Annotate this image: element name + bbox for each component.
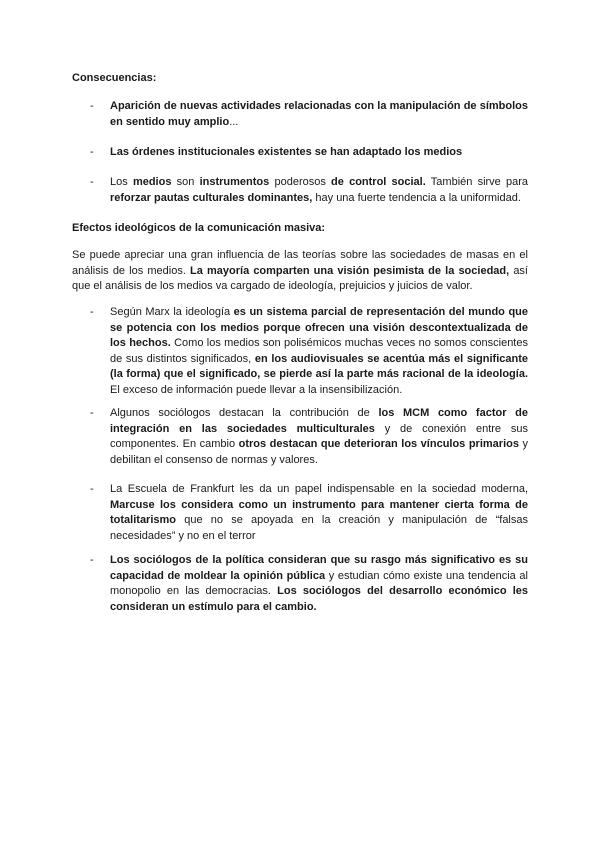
text-segment: Las órdenes institucionales existentes se han adaptado los medios [110, 146, 463, 158]
text-segment: Los [110, 176, 133, 188]
consecuencias-item-3 [72, 175, 528, 206]
text-segment: otros destacan que deterioran los vínculos primarios [238, 438, 519, 450]
text-segment: reforzar pautas culturales dominantes, [110, 191, 313, 204]
text-segment: y de conexión entre sus componentes. En cambio [110, 422, 528, 450]
efectos-item-1 [72, 305, 528, 398]
efectos-item-3 [72, 482, 528, 544]
text-segment: Marcuse los considera como un instrumento para mantener cierta forma de totalitarismo [110, 498, 528, 526]
text-segment: es un sistema parcial de representación del mundo que se potencia con los medios porque ofrecen una visión descontextualizada de los hechos. [110, 306, 528, 349]
text-segment: Se puede apreciar una gran influencia de las teorías sobre las sociedades de masas en el análisis de los medios. [72, 249, 528, 277]
text-segment: ... [229, 115, 239, 128]
bullet: - [90, 407, 94, 419]
bullet: - [90, 483, 94, 495]
item-text [110, 482, 528, 544]
text-segment: de control social. [331, 176, 426, 188]
item-text [110, 553, 528, 615]
consecuencias-heading: Consecuencias: [72, 72, 157, 84]
text-segment: El exceso de información puede llevar a la insensibilización. [110, 383, 403, 396]
text-segment: los MCM como factor de integración en las sociedades multiculturales [110, 407, 528, 435]
bullet: - [90, 100, 94, 112]
efectos-item-4 [72, 553, 528, 615]
text-segment: son [171, 176, 200, 188]
text-segment: Los sociólogos del desarrollo económico les consideran un estímulo para el cambio. [110, 585, 528, 613]
text-segment: y debilitan el consenso de normas y valores. [110, 438, 528, 466]
text-segment: poderosos [269, 176, 332, 188]
item-text [110, 99, 528, 130]
efectos-intro [72, 248, 528, 295]
text-segment: hay una fuerte tendencia a la uniformidad. [312, 191, 521, 204]
item-text [110, 406, 528, 468]
bullet: - [90, 146, 94, 158]
text-segment: Los sociólogos de la política consideran que su rasgo más significativo es su capacidad de moldear la opinión pública [110, 554, 528, 582]
text-segment: La mayoría comparten una visión pesimista de la sociedad, [190, 264, 510, 277]
bullet: - [90, 554, 94, 566]
text-segment: instrumentos [199, 176, 270, 188]
efectos-heading: Efectos ideológicos de la comunicación masiva: [72, 222, 326, 234]
text-segment: Según Marx la ideología [110, 306, 234, 318]
bullet: - [90, 306, 94, 318]
text-segment: en los audiovisuales se acentúa más el significante (la forma) que el significado, se pierde así la parte más racional de la ideología. [110, 352, 528, 380]
text-segment: Aparición de nuevas actividades relacionadas con la manipulación de símbolos en sentido muy amplio [110, 100, 528, 128]
text-segment: que no se apoyada en la creación y manipulación de “falsas necesidades” y no en el terror [110, 514, 528, 542]
consecuencias-item-2 [72, 145, 528, 161]
efectos-item-2 [72, 406, 528, 468]
text-segment: así que el análisis de los medios va cargado de ideología, prejuicios y juicios de valor. [72, 264, 528, 292]
text-segment: Como los medios son polisémicos muchas veces no somos conscientes de sus distintos significados, [110, 337, 528, 365]
item-text [110, 175, 528, 206]
item-text [110, 145, 528, 161]
text-segment: Algunos sociólogos destacan la contribución de [110, 407, 379, 419]
text-segment: medios [132, 176, 172, 188]
text-segment: También sirve para [425, 176, 529, 188]
text-segment: y estudian cómo existe una tendencia al monopolio en las democracias. [110, 569, 528, 597]
consecuencias-item-1 [72, 99, 528, 130]
bullet: - [90, 176, 94, 188]
text-segment: La Escuela de Frankfurt les da un papel indispensable en la sociedad moderna, [110, 483, 528, 495]
item-text [110, 305, 528, 398]
